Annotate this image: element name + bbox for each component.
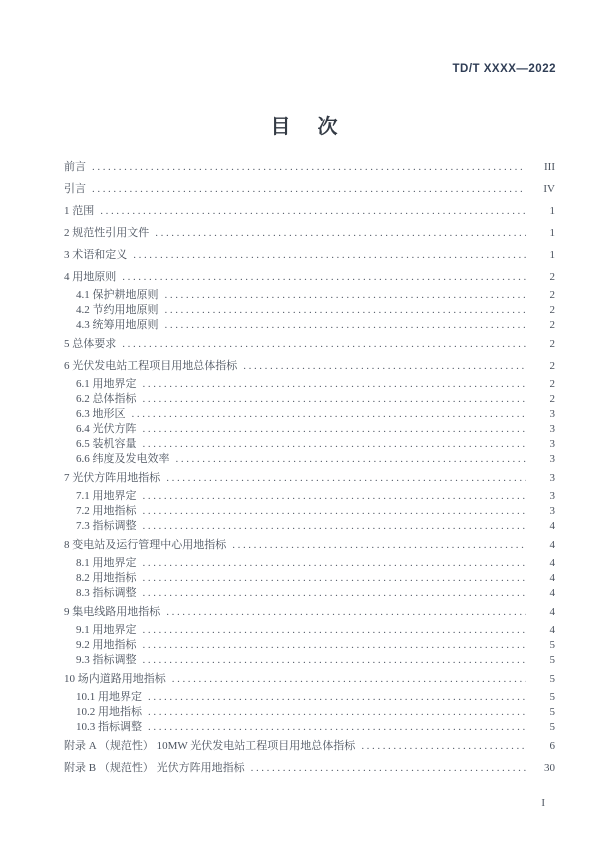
toc-title-char-2: 次 [317,116,338,138]
toc-entry-label: 6.5 装机容量 [76,438,137,450]
toc-row [64,392,555,407]
toc-row [64,407,555,422]
toc-row [64,504,555,519]
toc-row [64,471,555,486]
toc-leader-dots [148,705,526,720]
toc-page-number: 5 [549,672,555,685]
toc-row [64,489,555,504]
toc-page-number: 4 [549,538,555,551]
toc-page-number: 3 [549,471,555,484]
toc-leader-dots [143,504,527,519]
toc-leader-dots [100,204,526,219]
toc-page-number: 5 [549,721,555,733]
toc-entry-label: 1 范围 [64,204,95,217]
toc-page-number: 5 [549,639,555,651]
toc-leader-dots [148,720,526,735]
toc-row [64,270,555,285]
toc-entry-label: 7.1 用地界定 [76,490,137,502]
toc-row [64,337,555,352]
toc-leader-dots [165,288,527,303]
toc-entry-label: 8.3 指标调整 [76,587,137,599]
toc-page-number: 2 [549,304,555,316]
toc-entry-label: 9.2 用地指标 [76,639,137,651]
toc-row [64,605,555,620]
toc-entry-label: 9.3 指标调整 [76,654,137,666]
toc-page-number: 2 [549,337,555,350]
toc-page-number: 1 [549,248,555,261]
toc-page-number: 3 [549,423,555,435]
toc-page-number: 3 [549,505,555,517]
toc-leader-dots [165,318,527,333]
toc-page-number: 5 [549,706,555,718]
toc-leader-dots [143,437,527,452]
toc-leader-dots [143,489,527,504]
toc-page-number: 2 [549,270,555,283]
toc-entry-label: 7 光伏方阵用地指标 [64,471,161,484]
toc-page-number: 4 [549,572,555,584]
toc-row [64,248,555,263]
toc-page-number: 4 [549,557,555,569]
toc-leader-dots [143,422,527,437]
toc-entry-label: 7.3 指标调整 [76,520,137,532]
toc-leader-dots [143,571,527,586]
toc-leader-dots [143,519,527,534]
toc-entry-label: 10.1 用地界定 [76,691,142,703]
toc-leader-dots [176,452,527,467]
toc-leader-dots [251,761,526,776]
toc-row [64,519,555,534]
toc-row [64,623,555,638]
toc-entry-label: 6.2 总体指标 [76,393,137,405]
toc-page-number: 4 [549,605,555,618]
toc-entry-label: 6.3 地形区 [76,408,126,420]
toc-page-number: 1 [549,226,555,239]
toc-leader-dots [143,377,527,392]
toc-title-char-1: 目 [270,116,291,138]
toc-leader-dots [92,182,526,197]
toc-row [64,556,555,571]
toc-leader-dots [148,690,526,705]
toc-page-number: 4 [549,520,555,532]
toc-entry-label: 9.1 用地界定 [76,624,137,636]
toc-page-number: 3 [549,438,555,450]
toc-page-number: 30 [544,761,555,774]
toc-leader-dots [166,471,526,486]
toc-entry-label: 10.3 指标调整 [76,721,142,733]
toc-page-number: 4 [549,587,555,599]
toc-leader-dots [232,538,526,553]
toc-page-number: 6 [549,739,555,752]
toc-row [64,571,555,586]
toc-leader-dots [243,359,526,374]
toc-leader-dots [361,739,526,754]
toc-entry-label: 6.1 用地界定 [76,378,137,390]
toc-leader-dots [143,556,527,571]
toc-page-number: 2 [549,393,555,405]
toc-page-number: 2 [549,359,555,372]
toc-page-number: 2 [549,289,555,301]
toc-row [64,318,555,333]
toc-entry-label: 6 光伏发电站工程项目用地总体指标 [64,359,238,372]
toc-leader-dots [166,605,526,620]
toc-leader-dots [165,303,527,318]
toc-entry-label: 7.2 用地指标 [76,505,137,517]
toc-row [64,160,555,175]
toc-leader-dots [143,392,527,407]
toc-page-number: 1 [549,204,555,217]
toc-list [64,156,555,779]
toc-row [64,226,555,241]
toc-row [64,288,555,303]
toc-entry-label: 2 规范性引用文件 [64,226,150,239]
toc-page-number: 3 [549,453,555,465]
toc-page-number: 2 [549,378,555,390]
toc-page-number: 3 [549,408,555,420]
toc-entry-label: 4 用地原则 [64,270,117,283]
toc-row [64,204,555,219]
toc-row [64,452,555,467]
toc-page-number: 2 [549,319,555,331]
toc-entry-label: 3 术语和定义 [64,248,128,261]
toc-row [64,437,555,452]
toc-row [64,690,555,705]
toc-row [64,586,555,601]
toc-row [64,761,555,776]
toc-title [0,110,608,139]
folio-page-number: I [541,797,545,809]
toc-row [64,739,555,754]
toc-leader-dots [133,248,526,263]
toc-row [64,422,555,437]
toc-leader-dots [143,623,527,638]
toc-page-number: III [544,160,555,173]
toc-leader-dots [132,407,527,422]
toc-leader-dots [122,270,526,285]
toc-entry-label: 附录 B （规范性） 光伏方阵用地指标 [64,761,245,774]
toc-row [64,182,555,197]
toc-entry-label: 5 总体要求 [64,337,117,350]
toc-entry-label: 8.2 用地指标 [76,572,137,584]
toc-leader-dots [155,226,526,241]
toc-page-number: 5 [549,691,555,703]
toc-entry-label: 引言 [64,182,86,195]
toc-leader-dots [143,586,527,601]
toc-row [64,638,555,653]
toc-row [64,672,555,687]
toc-entry-label: 4.1 保护耕地原则 [76,289,159,301]
toc-entry-label: 8.1 用地界定 [76,557,137,569]
toc-row [64,538,555,553]
toc-row [64,303,555,318]
toc-leader-dots [143,653,527,668]
toc-entry-label: 10.2 用地指标 [76,706,142,718]
toc-entry-label: 6.6 纬度及发电效率 [76,453,170,465]
toc-entry-label: 8 变电站及运行管理中心用地指标 [64,538,227,551]
toc-leader-dots [172,672,526,687]
toc-page-number: 4 [549,624,555,636]
toc-row [64,720,555,735]
toc-entry-label: 附录 A （规范性） 10MW 光伏发电站工程项目用地总体指标 [64,739,356,752]
toc-row [64,705,555,720]
toc-page-number: 5 [549,654,555,666]
toc-entry-label: 10 场内道路用地指标 [64,672,166,685]
toc-row [64,377,555,392]
toc-leader-dots [92,160,526,175]
toc-leader-dots [122,337,526,352]
toc-row [64,653,555,668]
toc-page-number: 3 [549,490,555,502]
toc-entry-label: 6.4 光伏方阵 [76,423,137,435]
toc-entry-label: 4.3 统筹用地原则 [76,319,159,331]
toc-entry-label: 4.2 节约用地原则 [76,304,159,316]
toc-page-number: IV [543,182,555,195]
toc-entry-label: 9 集电线路用地指标 [64,605,161,618]
toc-entry-label: 前言 [64,160,86,173]
toc-row [64,359,555,374]
toc-leader-dots [143,638,527,653]
standard-code-header: TD/T XXXX—2022 [452,63,556,75]
